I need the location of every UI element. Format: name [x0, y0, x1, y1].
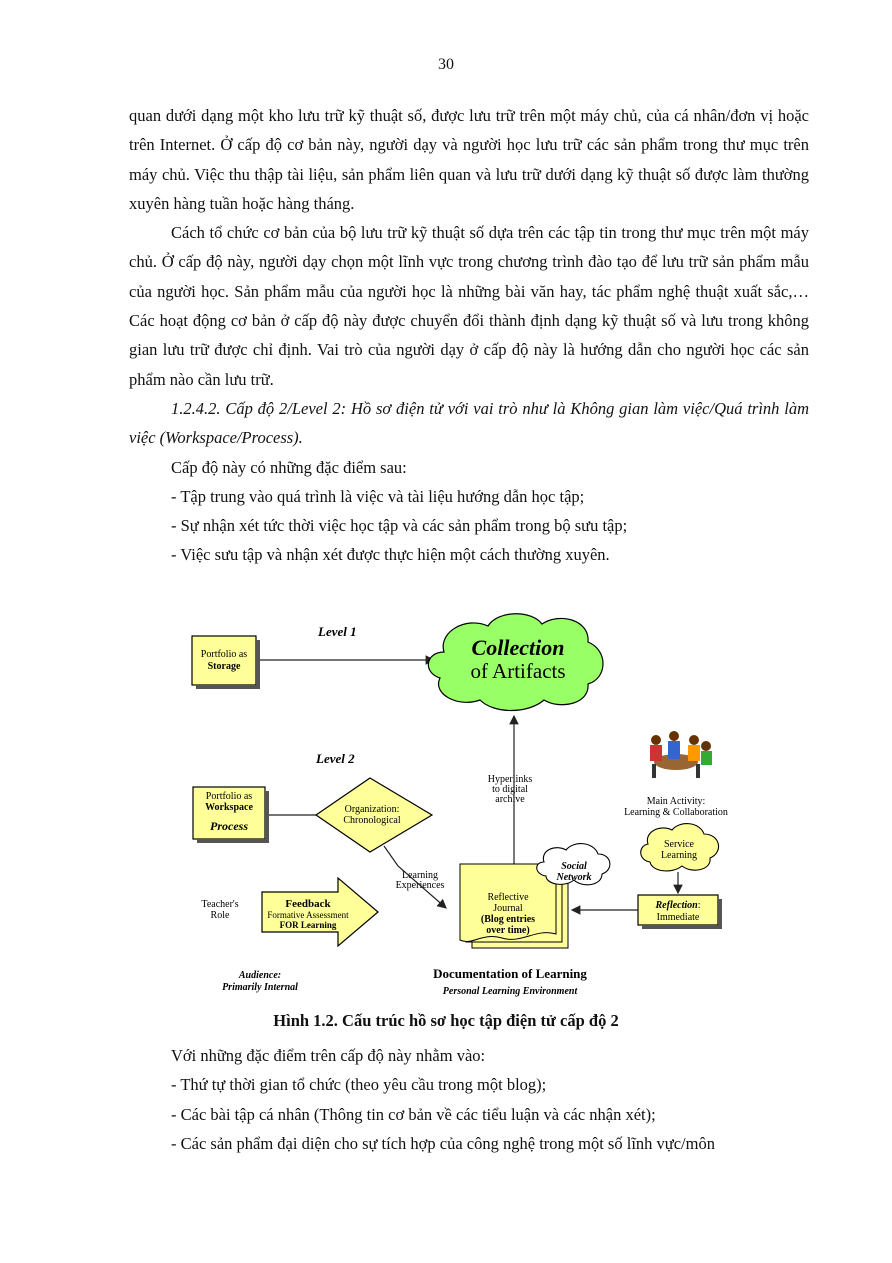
figure-level2-diagram [176, 612, 766, 1002]
reflection-line2: Immediate [656, 912, 700, 923]
storage-line1: Portfolio as [200, 649, 248, 660]
body-text-top [129, 101, 809, 570]
journal-line2: Journal [493, 903, 523, 914]
main-activity-line1: Main Activity: [646, 796, 706, 807]
collection-subtitle: of Artifacts [470, 659, 566, 683]
documentation-title: Documentation of Learning [433, 966, 587, 981]
social-line2: Network [556, 872, 592, 883]
workspace-line2: Workspace [205, 802, 253, 813]
service-learning-cloud [641, 824, 719, 871]
hyperlinks-line3: archive [495, 794, 525, 805]
audience-line2: Primarily Internal [222, 982, 298, 993]
feedback-line3: FOR Learning [279, 920, 337, 930]
reflection-box [638, 895, 722, 929]
level2-label: Level 2 [316, 751, 355, 766]
workspace-box [193, 787, 269, 843]
teacher-line2: Role [210, 910, 230, 921]
social-network-cloud [537, 844, 610, 885]
service-line1: Service [664, 839, 694, 850]
learning-exp-line2: Experiences [395, 880, 445, 891]
documentation-subtitle: Personal Learning Environment [442, 986, 578, 997]
svg-text:Reflection: [655, 900, 701, 911]
people-collaboration-icon [650, 731, 712, 778]
paragraph-2: Cách tổ chức cơ bản của bộ lưu trữ kỹ thuật số dựa trên các tập tin trong thư mục trên một máy chủ. Ở cấp độ này, người dạy chọn một lĩnh vực trong chương trình đào tạo để lưu trữ sản phẩm mẫu của người học. Sản phẩm mẫu của người học là những bài văn hay, tác phẩm nghệ thuật xuất sắc,… Các hoạt động cơ bản ở cấp độ này được chuyển đổi thành định dạng kỹ thuật số và lưu trong không gian lưu trữ được chỉ định. Vai trò của người dạy ở cấp độ này là hướng dẫn cho người học các sản phẩm nào cần lưu trữ. [129, 223, 809, 389]
main-activity-line2: Learning & Collaboration [624, 807, 728, 818]
organization-diamond [316, 778, 432, 852]
page-number: 30 [438, 56, 454, 73]
workspace-line3: Process [210, 819, 248, 833]
journal-line3: (Blog entries [480, 914, 536, 925]
feedback-arrow [262, 878, 378, 946]
intro-text: Cấp độ này có những đặc điểm sau: [171, 457, 407, 477]
list-item: - Sự nhận xét tức thời việc học tập và các sản phẩm trong bộ sưu tập; [171, 516, 628, 536]
list-item: - Các sản phẩm đại diện cho sự tích hợp của công nghệ trong một số lĩnh vực/môn [171, 1133, 715, 1153]
list-item: - Thứ tự thời gian tổ chức (theo yêu cầu trong một blog); [171, 1075, 547, 1095]
hyperlinks-line1: Hyperlinks [487, 774, 533, 785]
feedback-line1: Feedback [285, 898, 331, 910]
audience-line1: Audience: [238, 970, 282, 981]
hyperlinks-line2: to digital [492, 784, 528, 795]
section-heading: 1.2.4.2. Cấp độ 2/Level 2: Hồ sơ điện tử với vai trò như là Không gian làm việc/Quá trình làm việc (Workspace/Process). [129, 398, 809, 448]
reflection-bold: Reflection [655, 900, 698, 911]
organization-line1: Organization: [344, 804, 400, 815]
level1-label: Level 1 [318, 624, 357, 639]
body-text-bottom [129, 1041, 809, 1158]
list-item: - Việc sưu tập và nhận xét được thực hiện một cách thường xuyên. [171, 545, 610, 565]
intro2-text: Với những đặc điểm trên cấp độ này nhằm vào: [171, 1046, 486, 1065]
collection-title: Collection [471, 635, 565, 660]
list-item: - Các bài tập cá nhân (Thông tin cơ bản về các tiểu luận và các nhận xét); [171, 1104, 656, 1124]
figure-caption: Hình 1.2. Cấu trúc hồ sơ học tập điện tử cấp độ 2 [273, 1011, 619, 1030]
reflection-colon: : [697, 900, 701, 911]
workspace-line1: Portfolio as [205, 791, 253, 802]
organization-line2: Chronological [343, 815, 401, 826]
service-line2: Learning [660, 850, 698, 861]
journal-line1: Reflective [487, 892, 529, 903]
storage-box [192, 636, 260, 689]
storage-line2: Storage [207, 661, 241, 672]
teacher-line1: Teacher's [201, 899, 239, 910]
paragraph-1: quan dưới dạng một kho lưu trữ kỹ thuật số, được lưu trữ trên một máy chủ, của cá nhân/đơn vị hoặc trên Internet. Ở cấp độ cơ bản này, người dạy và người học lưu trữ các sản phẩm trong thư mục trên máy chủ. Việc thu thập tài liệu, sản phẩm liên quan và lưu trữ dưới dạng kỹ thuật số được làm thường xuyên hàng tuần hoặc hàng tháng. [129, 106, 809, 213]
feedback-line2: Formative Assessment [267, 910, 349, 920]
list-item: - Tập trung vào quá trình là việc và tài liệu hướng dẫn học tập; [171, 486, 585, 506]
journal-line4: over time) [486, 925, 530, 936]
social-line1: Social [561, 861, 587, 872]
collection-cloud [428, 614, 603, 711]
learning-exp-line1: Learning [401, 870, 439, 881]
